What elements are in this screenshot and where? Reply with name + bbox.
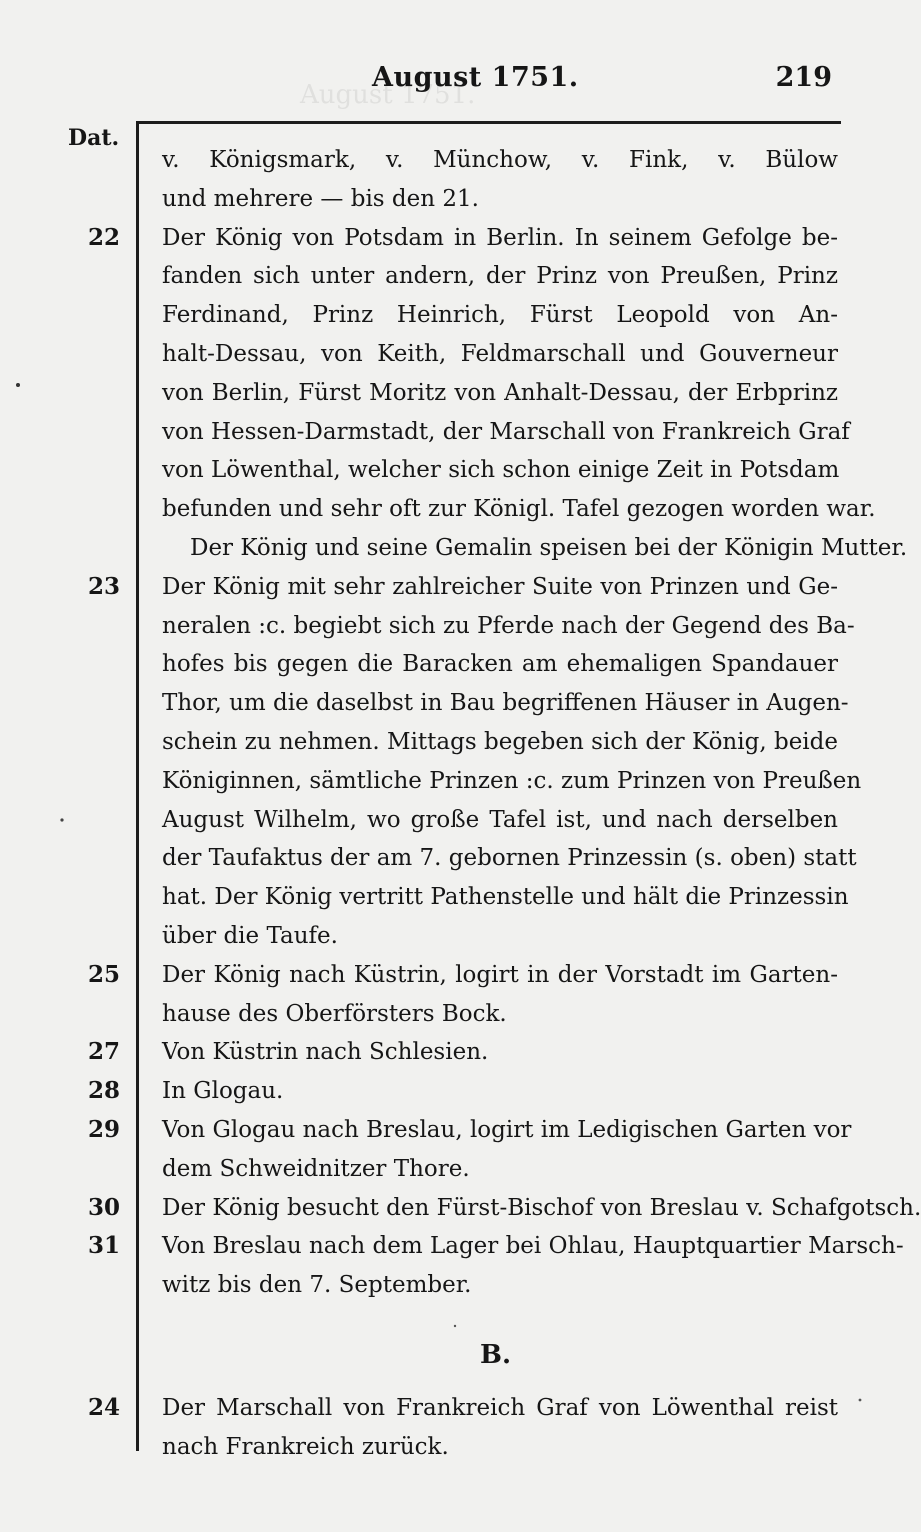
text-line: In Glogau. [162, 1078, 284, 1105]
text-line: Der König mit sehr zahlreicher Suite von Prinzen und Ge- [162, 573, 838, 600]
text-line: Ferdinand, Prinz Heinrich, Fürst Leopold von An- [162, 302, 838, 329]
entry-date: 28 [87, 1077, 120, 1105]
entry-date: 30 [87, 1193, 120, 1221]
entry-date: 31 [87, 1232, 120, 1260]
text-line: von Berlin, Fürst Moritz von Anhalt-Dessau, der Erbprinz [162, 379, 838, 406]
text-line: über die Taufe. [162, 923, 338, 949]
text-line: Der König nach Küstrin, logirt in der Vorstadt im Garten- [162, 961, 838, 988]
entry-date: 23 [87, 572, 120, 600]
text-line: Thor, um die daselbst in Bau begriffenen Häuser in Augen- [162, 690, 849, 717]
text-line: halt-Dessau, von Keith, Feldmarschall und Gouverneur [162, 341, 838, 367]
text-line: und mehrere — bis den 21. [162, 185, 479, 212]
text-line: Der König und seine Gemalin speisen bei der Königin Mutter. [190, 535, 908, 561]
text-line: Von Küstrin nach Schlesien. [162, 1039, 489, 1066]
text-line: witz bis den 7. September. [162, 1272, 472, 1299]
text-line: der Taufaktus der am 7. gebornen Prinzessin (s. oben) statt [162, 845, 857, 872]
entry-date: 25 [87, 960, 120, 988]
text-line: neralen :c. begiebt sich zu Pferde nach der Gegend des Ba- [162, 612, 855, 639]
text-line: dem Schweidnitzer Thore. [162, 1155, 470, 1182]
text-line: fanden sich unter andern, der Prinz von Preußen, Prinz [162, 263, 838, 290]
entry-date: 27 [87, 1038, 120, 1066]
entry-date: 24 [87, 1394, 120, 1421]
entry-date: 22 [87, 223, 120, 251]
show-through-text: August 1751. [300, 80, 476, 110]
text-line: von Hessen-Darmstadt, der Marschall von Frankreich Graf [162, 418, 850, 445]
text-line: hause des Oberförsters Bock. [162, 1000, 507, 1027]
text-line: August Wilhelm, wo große Tafel ist, und nach derselben [162, 806, 838, 833]
page-number: 219 [775, 62, 832, 93]
text-line: Der König besucht den Fürst-Bischof von Breslau v. Schafgotsch. [162, 1194, 921, 1221]
text-line: hat. Der König vertritt Pathenstelle und hält die Prinzessin [162, 884, 849, 911]
entry-date: 29 [87, 1116, 120, 1143]
text-line: hofes bis gegen die Baracken am ehemaligen Spandauer [162, 651, 838, 678]
text-line: von Löwenthal, welcher sich schon einige Zeit in Potsdam [162, 457, 840, 484]
text-line: Der König von Potsdam in Berlin. In seinem Gefolge be- [162, 224, 838, 251]
text-line: Von Breslau nach dem Lager bei Ohlau, Hauptquartier Marsch- [162, 1233, 904, 1260]
text-line: Von Glogau nach Breslau, logirt im Ledigischen Garten vor [162, 1117, 852, 1143]
date-column-label: Dat. [68, 125, 120, 151]
text-line: Königinnen, sämtliche Prinzen :c. zum Prinzen von Preußen [162, 767, 862, 794]
text-line: v. Königsmark, v. Münchow, v. Fink, v. Bülow [162, 147, 838, 173]
text-line: schein zu nehmen. Mittags begeben sich der König, beide [162, 729, 838, 755]
text-line: Der Marschall von Frankreich Graf von Löwenthal reist [162, 1395, 838, 1421]
section-heading-b: B. [480, 1340, 512, 1370]
text-line: befunden und sehr oft zur Königl. Tafel gezogen worden war. [162, 496, 876, 523]
running-head-title: August 1751. [372, 62, 579, 93]
text-line: nach Frankreich zurück. [162, 1433, 449, 1460]
